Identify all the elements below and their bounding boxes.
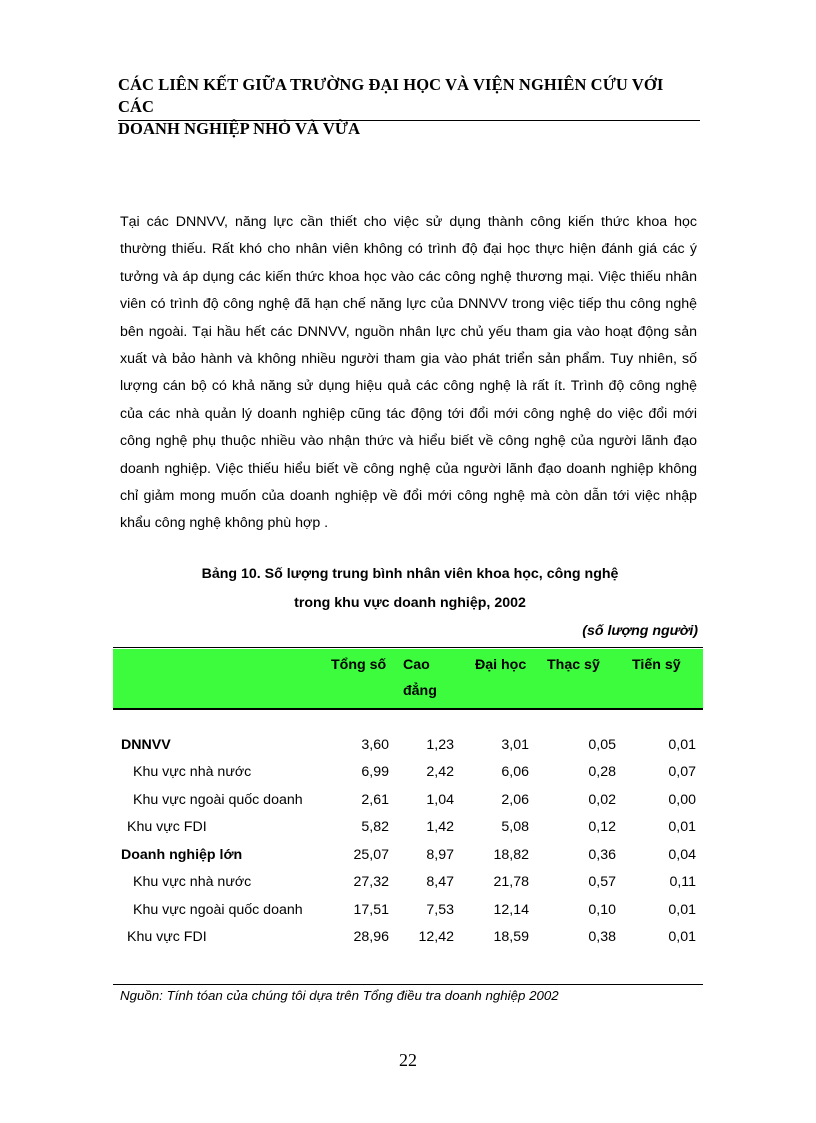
header-rule xyxy=(118,120,700,121)
row-value: 6,99 xyxy=(361,764,389,780)
table-row xyxy=(113,847,703,874)
table-row xyxy=(113,737,703,764)
row-value: 0,10 xyxy=(588,902,616,918)
row-value: 2,61 xyxy=(361,792,389,808)
row-value: 0,07 xyxy=(668,764,696,780)
col-header-total: Tổng số xyxy=(331,657,387,673)
row-label: Khu vực ngoài quốc doanh xyxy=(133,902,303,918)
row-value: 0,04 xyxy=(668,847,696,863)
row-value: 18,59 xyxy=(493,929,529,945)
row-value: 25,07 xyxy=(353,847,389,863)
table-row xyxy=(113,929,703,956)
row-value: 0,12 xyxy=(588,819,616,835)
row-label: DNNVV xyxy=(121,737,171,753)
row-value: 2,42 xyxy=(426,764,454,780)
col-header-college xyxy=(403,652,437,704)
row-value: 5,82 xyxy=(361,819,389,835)
table-source-note: Nguồn: Tính tóan của chúng tôi dựa trên Tổng điều tra doanh nghiệp 2002 xyxy=(120,988,559,1003)
row-value: 27,32 xyxy=(353,874,389,890)
row-value: 12,14 xyxy=(493,902,529,918)
row-value: 0,57 xyxy=(588,874,616,890)
row-value: 2,06 xyxy=(501,792,529,808)
row-label: Khu vực FDI xyxy=(127,929,207,945)
row-value: 0,01 xyxy=(668,929,696,945)
row-label: Khu vực FDI xyxy=(127,819,207,835)
row-value: 8,97 xyxy=(426,847,454,863)
row-value: 18,82 xyxy=(493,847,529,863)
header-title-line2: DOANH NGHIỆP NHỎ VÀ VỪA xyxy=(118,119,361,138)
row-label: Khu vực nhà nước xyxy=(133,764,252,780)
row-value: 17,51 xyxy=(353,902,389,918)
row-value: 3,60 xyxy=(361,737,389,753)
row-value: 7,53 xyxy=(426,902,454,918)
col-header-master: Thạc sỹ xyxy=(547,657,600,673)
row-value: 0,02 xyxy=(588,792,616,808)
table-bottom-rule xyxy=(113,984,703,985)
table-top-rule xyxy=(113,647,703,648)
col-header-phd: Tiến sỹ xyxy=(632,657,681,673)
row-value: 0,36 xyxy=(588,847,616,863)
row-value: 8,47 xyxy=(426,874,454,890)
table-caption-line1: Bảng 10. Số lượng trung bình nhân viên khoa học, công nghệ xyxy=(201,566,619,582)
row-value: 5,08 xyxy=(501,819,529,835)
table-row xyxy=(113,792,703,819)
table-row xyxy=(113,764,703,791)
row-value: 0,00 xyxy=(668,792,696,808)
row-value: 0,01 xyxy=(668,737,696,753)
table-caption-line2: trong khu vực doanh nghiệp, 2002 xyxy=(294,595,526,611)
row-value: 1,04 xyxy=(426,792,454,808)
running-header xyxy=(118,74,702,140)
row-value: 1,23 xyxy=(426,737,454,753)
page-number: 22 xyxy=(399,1050,417,1070)
row-value: 21,78 xyxy=(493,874,529,890)
header-title-line1: CÁC LIÊN KẾT GIỮA TRƯỜNG ĐẠI HỌC VÀ VIỆN NGHIÊN CỨU VỚI CÁC xyxy=(118,75,664,116)
row-value: 0,05 xyxy=(588,737,616,753)
row-value: 0,38 xyxy=(588,929,616,945)
row-value: 6,06 xyxy=(501,764,529,780)
row-value: 0,28 xyxy=(588,764,616,780)
row-value: 12,42 xyxy=(418,929,454,945)
table-header-rule xyxy=(113,708,703,710)
table-row xyxy=(113,902,703,929)
row-label: Khu vực ngoài quốc doanh xyxy=(133,792,303,808)
row-value: 3,01 xyxy=(501,737,529,753)
row-value: 28,96 xyxy=(353,929,389,945)
col-header-college-line2: đẳng xyxy=(403,683,437,699)
body-paragraph: Tại các DNNVV, năng lực cần thiết cho việc sử dụng thành công kiến thức khoa học thường thiếu. Rất khó cho nhân viên không có trình độ đại học thực hiện đánh giá các ý tưởng và áp dụng các kiến thức khoa học vào các công nghệ thương mại. Việc thiếu nhân viên có trình độ công nghệ đã hạn chế năng lực của DNNVV trong việc tiếp thu công nghệ bên ngoài. Tại hầu hết các DNNVV, nguồn nhân lực chủ yếu tham gia vào hoạt động sản xuất và bảo hành và không nhiều người tham gia vào phát triển sản phẩm. Tuy nhiên, số lượng cán bộ có khả năng sử dụng hiệu quả các công nghệ là rất ít. Trình độ công nghệ của các nhà quản lý doanh nghiệp cũng tác động tới đổi mới công nghệ do việc đổi mới công nghệ phụ thuộc nhiều vào nhận thức và hiểu biết về công nghệ của người lãnh đạo doanh nghiệp. Việc thiếu hiểu biết về công nghệ của người lãnh đạo doanh nghiệp không chỉ giảm mong muốn của doanh nghiệp về đổi mới công nghệ mà còn dẫn tới việc nhập khẩu công nghệ không phù hợp . xyxy=(120,214,697,532)
table-row xyxy=(113,819,703,846)
row-value: 1,42 xyxy=(426,819,454,835)
row-value: 0,01 xyxy=(668,819,696,835)
table-row xyxy=(113,874,703,901)
row-label: Khu vực nhà nước xyxy=(133,874,252,890)
table-unit-note: (số lượng người) xyxy=(582,623,698,639)
row-value: 0,01 xyxy=(668,902,696,918)
col-header-college-line1: Cao xyxy=(403,657,430,673)
col-header-university: Đại học xyxy=(475,657,527,673)
row-value: 0,11 xyxy=(669,874,696,890)
row-label: Doanh nghiệp lớn xyxy=(121,847,243,863)
